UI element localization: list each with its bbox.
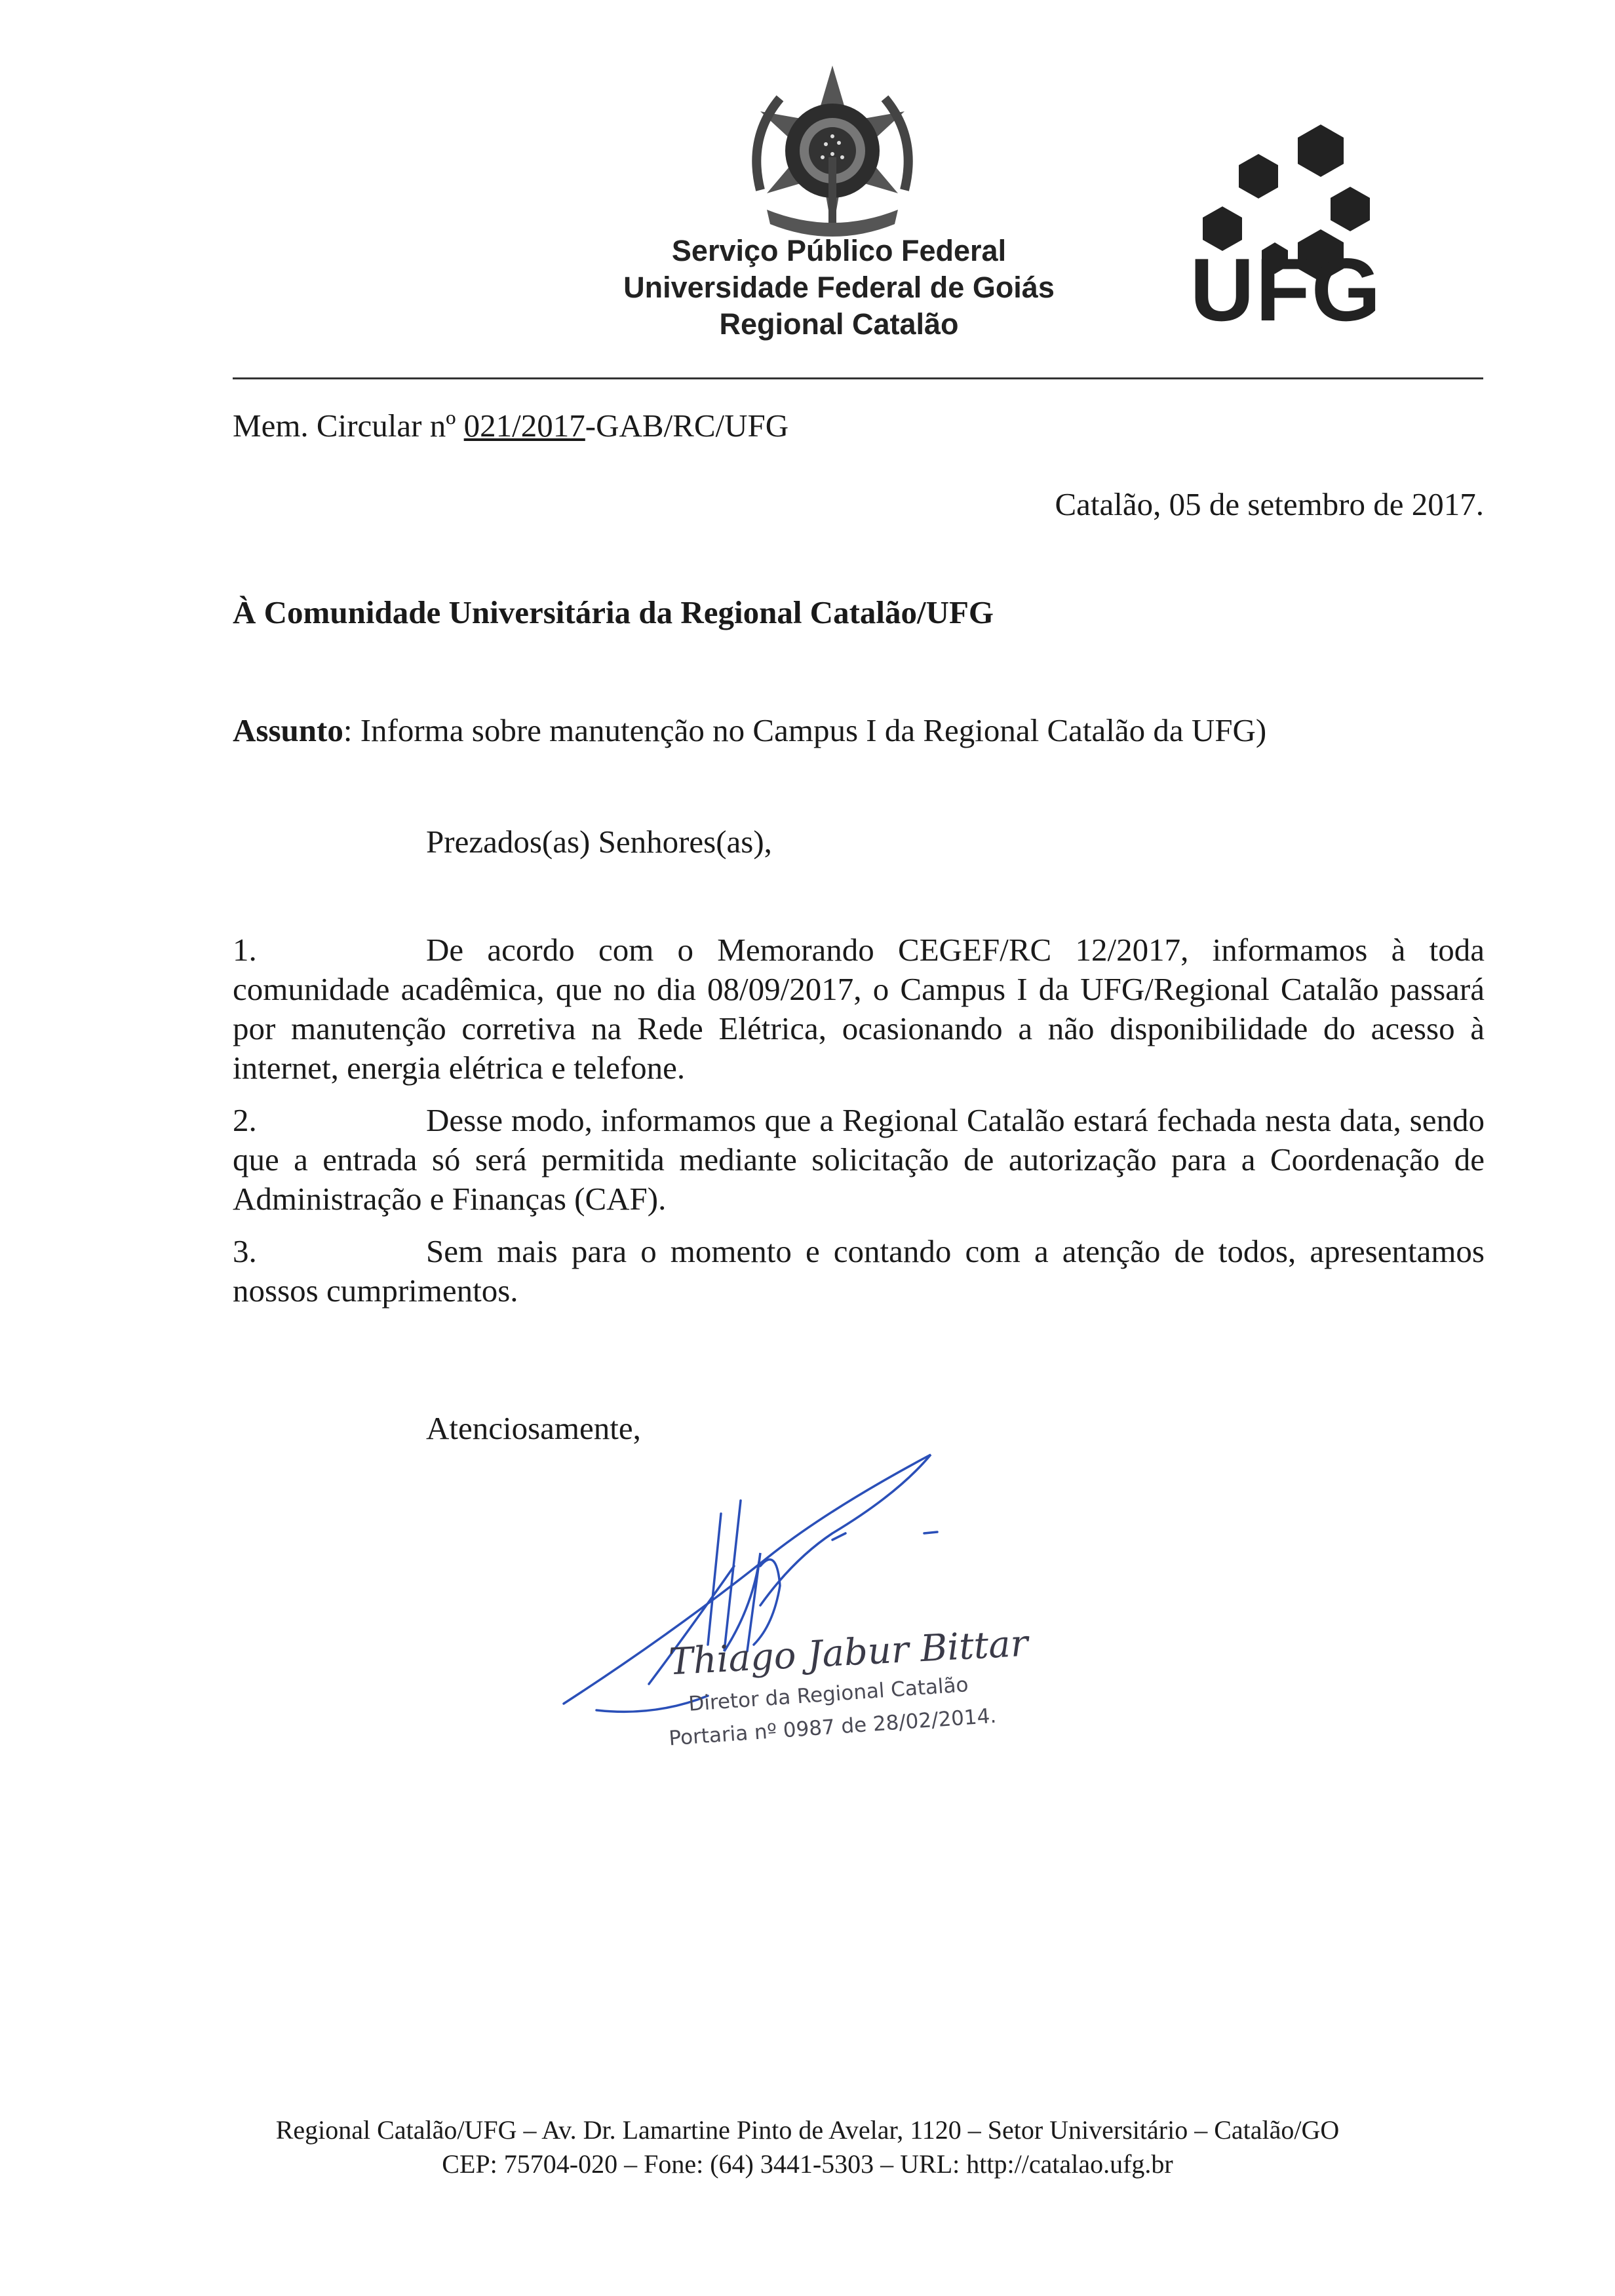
addressee: À Comunidade Universitária da Regional Catalão/UFG xyxy=(233,594,994,630)
header-line-university: Universidade Federal de Goiás xyxy=(623,271,1055,304)
memo-reference xyxy=(233,406,788,446)
document-date: Catalão, 05 de setembro de 2017. xyxy=(1055,486,1484,522)
memo-number: 021/2017 xyxy=(463,408,585,444)
memo-prefix: Mem. Circular nº xyxy=(233,408,464,444)
signatory-name: Thiago Jabur Bittar xyxy=(667,1622,1029,1684)
footer-line-address: Regional Catalão/UFG – Av. Dr. Lamartine Pinto de Avelar, 1120 – Setor Universitário – Catalão/GO xyxy=(275,2115,1340,2145)
institution-header xyxy=(446,233,1232,343)
header-line-regional: Regional Catalão xyxy=(719,307,959,341)
paragraph-number: 3. xyxy=(233,1233,257,1269)
memo-suffix: -GAB/RC/UFG xyxy=(585,408,789,444)
subject-label: Assunto xyxy=(233,712,343,748)
paragraph-number: 2. xyxy=(233,1102,257,1138)
coat-of-arms-icon xyxy=(734,59,931,249)
header-divider xyxy=(233,377,1483,379)
greeting: Prezados(as) Senhores(as), xyxy=(426,824,772,860)
paragraph-text: Sem mais para o momento e contando com a atenção de todos, apresentamos nossos cumprimentos. xyxy=(233,1233,1485,1309)
signatory-portaria: Portaria nº 0987 de 28/02/2014. xyxy=(668,1704,998,1751)
paragraph-text: Desse modo, informamos que a Regional Catalão estará fechada nesta data, sendo que a entrada só será permitida mediante solicitação de autorização para a Coordenação de Administração e Finanças (CAF). xyxy=(233,1102,1485,1217)
closing: Atenciosamente, xyxy=(426,1410,641,1446)
footer-address xyxy=(0,2113,1615,2181)
ufg-logo-text: UFG xyxy=(1190,240,1382,339)
paragraph-text: De acordo com o Memorando CEGEF/RC 12/2017, informamos à toda comunidade acadêmica, que no dia 08/09/2017, o Campus I da UFG/Regional Catalão passará por manutenção corretiva na Rede Elétrica, ocasionando a não disponibilidade do acesso à internet, energia elétrica e telefone. xyxy=(233,932,1485,1086)
subject-line xyxy=(233,711,1266,750)
subject-text: : Informa sobre manutenção no Campus I da Regional Catalão da UFG) xyxy=(343,712,1267,748)
signatory-role: Diretor da Regional Catalão xyxy=(688,1673,969,1716)
paragraph-number: 1. xyxy=(233,932,257,968)
footer-line-contact: CEP: 75704-020 – Fone: (64) 3441-5303 – URL: http://catalao.ufg.br xyxy=(442,2149,1173,2179)
paragraph-3 xyxy=(233,1232,1485,1311)
paragraph-1 xyxy=(233,930,1485,1088)
header-line-service: Serviço Público Federal xyxy=(671,234,1007,267)
paragraph-2 xyxy=(233,1101,1485,1219)
